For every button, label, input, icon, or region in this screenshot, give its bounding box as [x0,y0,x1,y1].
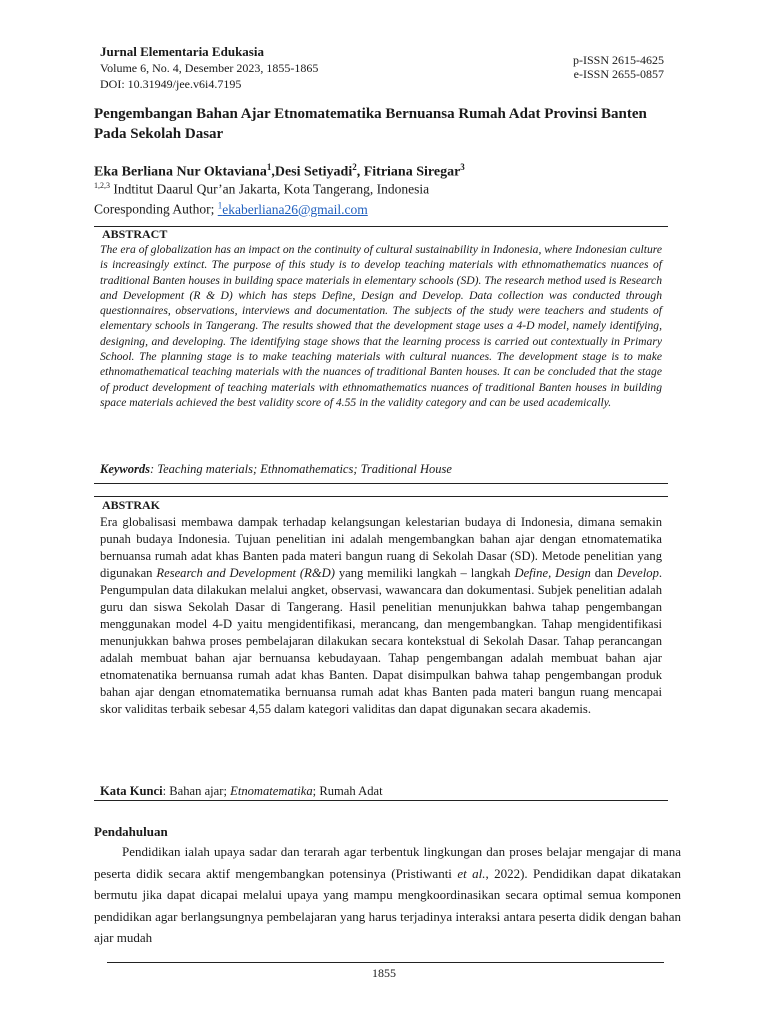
journal-volume: Volume 6, No. 4, Desember 2023, 1855-1865 [100,61,319,75]
author-1-sup: 1 [266,162,272,172]
divider-mid [94,483,668,484]
abstract-id-heading: ABSTRAK [102,498,161,512]
abstract-id-part2: yang memiliki langkah – langkah [334,566,515,580]
divider-id-top [94,496,668,497]
abstract-en-heading: ABSTRACT [102,227,168,241]
e-issn: e-ISSN 2655-0857 [573,67,664,81]
divider-bottom [94,800,668,801]
affiliation-sup: 1,2,3 [94,181,110,190]
keywords-id-3: ; Rumah Adat [312,784,383,798]
email-text: ekaberliana26@gmail.com [222,201,368,217]
abstract-id-italic1: Research and Development (R&D) [156,566,335,580]
journal-header [100,43,430,92]
affiliation-text: Indtitut Daarul Qur’an Jakarta, Kota Tangerang, Indonesia [110,181,430,197]
author-1: Eka Berliana Nur Oktaviana [94,164,267,180]
email-sup: 1 [217,200,223,210]
introduction-paragraph [94,841,681,949]
divider-top [94,226,668,227]
keywords-id-1: : Bahan ajar; [162,784,231,798]
abstract-id-part4: . Pengumpulan data dilakukan melalui angket, observasi, wawancara dan dokumentasi. Subjek penelitian adalah guru dan siswa Sekolah Dasar di Tangerang. Hasil penelitian menunjukkan bahwa tahap pengembangan menggunakan model 4-D yaitu mengidentifikasi, merancang, dan mengembangkan. Tahap mengidentifikasi menunjukkan bahwa proses pembelajaran dilakukan secara kontekstual di Sekolah Dasar. Tahap perancangan adalah membuat bahan ajar bernuansa kebudayaan. Tahap pengembangan adalah membuat bahan ajar etnomatenatika bernuansa rumah adat khas Banten. Dapat disimpulkan bahwa tahap pengembangan produk bahan ajar dengan etnomatematika bernuansa rumah adat khas Banten pada materi bangun ruang mencapai skor validitas terbaik sebesar 4,55 dalam kategori validitas dan dapat digunakan secara akademis. [100,566,663,716]
keywords-id-2: Etnomatematika [230,784,313,798]
abstract-id-part3: dan [590,566,617,580]
email-link[interactable] [218,202,368,217]
p-issn: p-ISSN 2615-4625 [572,53,664,67]
journal-doi[interactable]: DOI: 10.31949/jee.v6i4.7195 [100,77,242,91]
abstract-id-part1: Era globalisasi membawa dampak terhadap kelangsungan kelestarian budaya di Indonesia, dimana semakin punah budaya Indonesia. Tujuan penelitian ini adalah mengembangkan bahan ajar dengan etnomatematika bernuansa rumah adat khas Banten pada materi bangun ruang di Sekolah Dasar (SD). Metode penelitian yang digunakan [100,515,662,580]
keywords-en [100,461,452,477]
keywords-en-values: : Teaching materials; Ethnomathematics; Traditional House [150,462,452,476]
keywords-id [100,783,383,799]
intro-etal: et al. [457,865,486,881]
article-title: Pengembangan Bahan Ajar Etnomatematika Bernuansa Rumah Adat Provinsi Banten Pada Sekolah Dasar [94,106,647,142]
issn-block [573,53,664,81]
abstract-id-italic3: Develop [616,566,659,580]
corresponding-label: Coresponding Author; [94,201,218,217]
author-2: ,Desi Setiyadi [271,164,353,180]
footer-rule [107,962,664,963]
intro-part2: , 2022). Pendidikan dapat dikatakan bermutu jika dapat dicapai melalui upaya yang mampu mengkoordinasikan secara optimal semua komponen pendidikan agar berlangsungnya pembelajaran yang harus terjadinya interaksi antara peserta didik dengan bahan ajar mudah [94,865,681,945]
abstract-en-text: The era of globalization has an impact on the continuity of cultural sustainability in Indonesia, where Indonesian culture is increasingly extinct. The purpose of this study is to develop teaching materials with ethnomathematics nuances of traditional Banten houses in building space materials in elementary schools (SD). The research method used is Research and Development (R & D) which has steps Define, Design and Develop. Data collection was conducted through questionnaires, observations, interviews and documentation. The subjects of the study were teachers and students of elementary schools in Tangerang. The results showed that the development stage uses a 4-D model, namely identifying, designing, and developing. The identifying stage shows that the learning process is carried out contextually in Primary School. The planning stage is to make teaching materials with cultural nuances. The development stage is to make ethnomathematical teaching materials with the nuances of traditional Banten houses. It can be concluded that the stage of product development of teaching materials with ethnomathematics nuances of traditional Banten houses in building space materials achieved the best validity score of 4.55 in the validity category and can be used academically. [100,243,662,409]
author-3: , Fitriana Siregar [356,164,461,180]
abstract-id-text [100,514,662,718]
author-2-sup: 2 [352,162,357,172]
intro-part1: Pendidikan ialah upaya sadar dan terarah agar terbentuk lingkungan dan proses belajar mengajar di mana peserta didik secara aktif mengembangkan potensinya (Pristiwanti [94,844,681,881]
section-heading-introduction: Pendahuluan [94,824,168,839]
abstract-id-italic2: Define, Design [514,566,591,580]
page-number: 1855 [372,966,396,980]
keywords-en-label: Keywords [100,462,150,476]
keywords-id-label: Kata Kunci [100,784,163,798]
author-3-sup: 3 [460,162,465,172]
corresponding-author [94,196,368,219]
journal-name: Jurnal Elementaria Edukasia [100,44,264,59]
